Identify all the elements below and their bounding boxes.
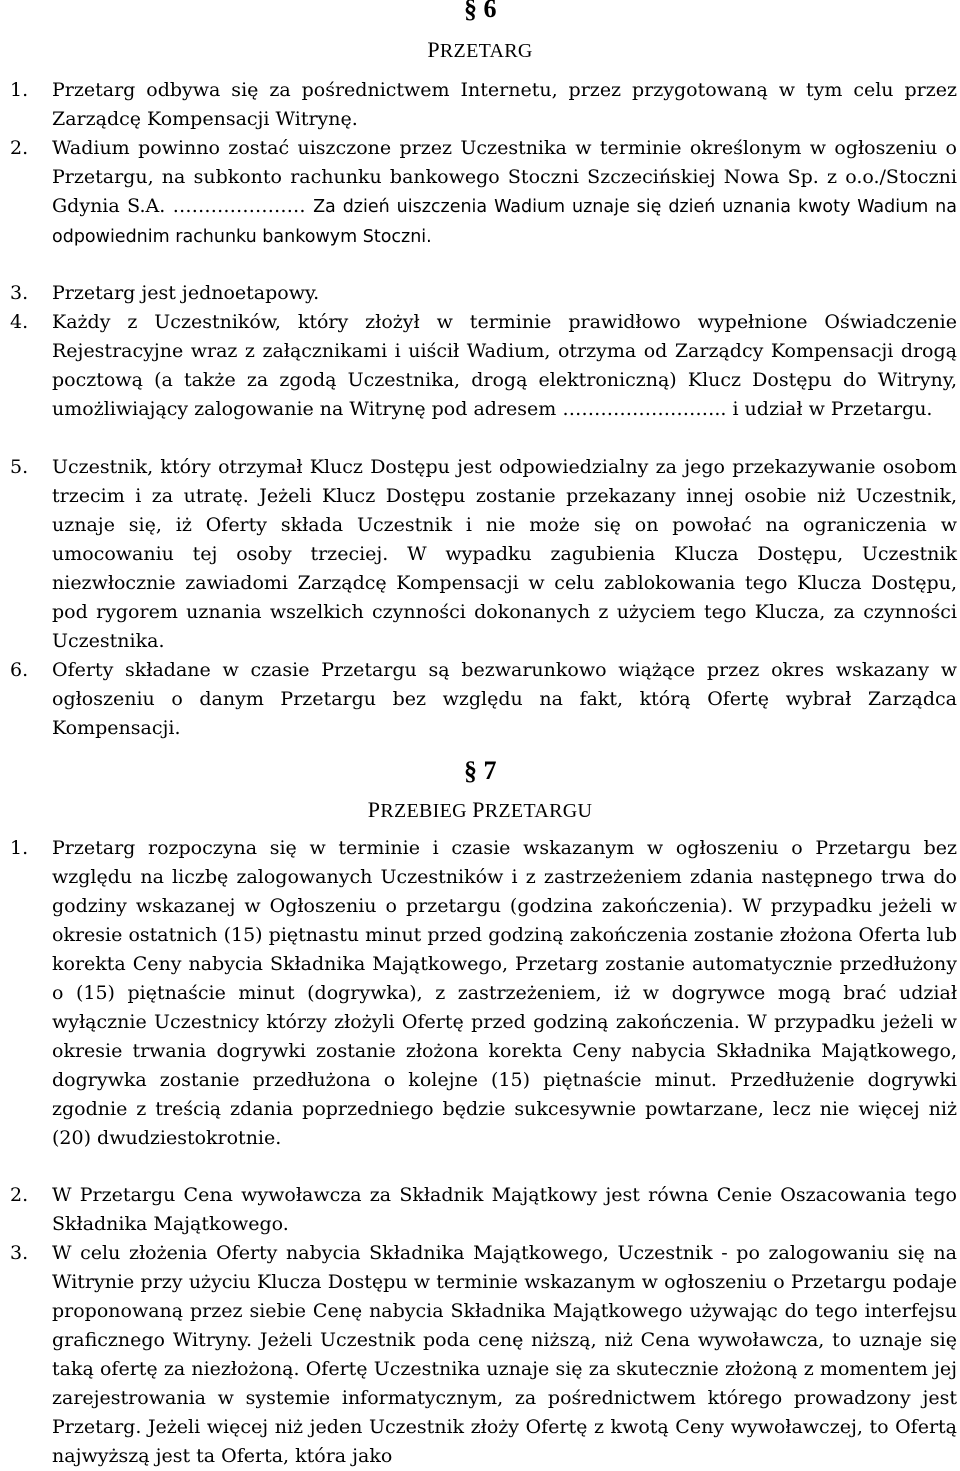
section-6-item-2 bbox=[0, 134, 957, 252]
item-number: 6. bbox=[10, 659, 29, 681]
item-text: Wadium powinno zostać uiszczone przez Uczestnika w terminie określonym w ogłoszeniu o Przetargu, na subkonto rachunku bankowego Stoczni Szczecińskiej Nowa Sp. z o.o./Stoczni Gdynia S.A. ………………… Za dzień uiszczenia Wadium uznaje się dzień uznania kwoty Wadium na odpowiednim rachunku bankowym Stoczni. bbox=[52, 137, 957, 247]
item-number: 3. bbox=[10, 1242, 29, 1264]
section-7-item-1 bbox=[0, 834, 957, 1153]
item-text: Przetarg rozpoczyna się w terminie i czasie wskazanym w ogłoszeniu o Przetargu bez względu na liczbę zalogowanych Uczestników i z zastrzeżeniem zdania następnego trwa do godziny wskazanej w Ogłoszeniu o przetargu (godzina zakończenia). W przypadku jeżeli w okresie ostatnich (15) piętnastu minut przed godziną zakończenia zostanie złożona Oferta lub korekta Ceny nabycia Składnika Majątkowego, Przetarg zostanie automatycznie przedłużony o (15) piętnaście minut (dogrywka), z zastrzeżeniem, iż w dogrywce mogą brać udział wyłącznie Uczestnicy którzy złożyli Ofertę przed godziną zakończenia. W przypadku jeżeli w okresie trwania dogrywki zostanie złożona korekta Ceny nabycia Składnika Majątkowego, dogrywka zostanie przedłużona o kolejne (15) piętnaście minut. Przedłużenie dogrywki zgodnie z treścią zdania poprzedniego będzie sukcesywnie powtarzane, lecz nie więcej niż (20) dwudziestokrotnie. bbox=[52, 837, 957, 1149]
item-text: Każdy z Uczestników, który złożył w terminie prawidłowo wypełnione Oświadczenie Rejestracyjne wraz z załącznikami i uiścił Wadium, otrzyma od Zarządcy Kompensacji drogą pocztową (a także za zgodą Uczestnika, drogą elektroniczną) Klucz Dostępu do Witryny, umożliwiający zalogowanie na Witrynę pod adresem …………………….. i udział w Przetargu. bbox=[52, 311, 957, 420]
item-text: Uczestnik, który otrzymał Klucz Dostępu jest odpowiedzialny za jego przekazywanie osobom trzecim i za utratę. Jeżeli Klucz Dostępu zostanie przekazany innej osobie niż Uczestnik, uznaje się, iż Oferty składa Uczestnik i nie może się on powołać na ograniczenia w umocowaniu tej osoby trzeciej. W wypadku zagubienia Klucza Dostępu, Uczestnik niezwłocznie zawiadomi Zarządcę Kompensacji w celu zablokowania tego Klucza Dostępu, pod rygorem uznania wszelkich czynności dokonanych z użyciem tego Klucza, za czynności Uczestnika. bbox=[52, 456, 957, 652]
item-number: 1. bbox=[10, 837, 29, 859]
item-text: Przetarg jest jednoetapowy. bbox=[52, 282, 320, 304]
section-6-item-4 bbox=[0, 308, 957, 424]
section-6-item-3 bbox=[0, 279, 957, 308]
item-text: W celu złożenia Oferty nabycia Składnika Majątkowego, Uczestnik - po zalogowaniu się na Witrynie przy użyciu Klucza Dostępu w terminie wskazanym w ogłoszeniu o Przetargu podaje proponowaną przez siebie Cenę nabycia Składnika Majątkowego używając do tego interfejsu graficznego Witryny. Jeżeli Uczestnik poda cenę niższą, niż Cena wywoławcza, to uznaje się taką ofertę za niezłożoną. Ofertę Uczestnika uznaje się za skutecznie złożoną z momentem jej zarejestrowania w systemie informatycznym, za pośrednictwem którego prowadzony jest Przetarg. Jeżeli więcej niż jeden Uczestnik złoży Ofertę z kwotą Ceny wywoławczej, to Ofertą najwyższą jest ta Oferta, która jako bbox=[52, 1242, 957, 1467]
section-6-title: PRZETARG bbox=[427, 37, 533, 62]
item-number: 4. bbox=[10, 311, 29, 333]
item-text: Przetarg odbywa się za pośrednictwem Internetu, przez przygotowaną w tym celu przez Zarządcę Kompensacji Witrynę. bbox=[52, 79, 957, 130]
item-number: 2. bbox=[10, 1184, 29, 1206]
item-number: 2. bbox=[10, 137, 29, 159]
item-number: 3. bbox=[10, 282, 29, 304]
section-6-mark: § 6 bbox=[464, 0, 497, 23]
section-6-item-6 bbox=[0, 656, 957, 743]
item-text: W Przetargu Cena wywoławcza za Składnik Majątkowy jest równa Cenie Oszacowania tego Składnika Majątkowego. bbox=[52, 1184, 957, 1235]
section-7-title: PRZEBIEG PRZETARGU bbox=[367, 797, 593, 822]
item-number: 1. bbox=[10, 79, 29, 101]
section-7-item-2 bbox=[0, 1181, 957, 1239]
section-7-item-3 bbox=[0, 1239, 957, 1471]
item-text: Oferty składane w czasie Przetargu są bezwarunkowo wiążące przez okres wskazany w ogłoszeniu o danym Przetargu bez względu na fakt, którą Ofertę wybrał Zarządca Kompensacji. bbox=[52, 659, 957, 739]
item-number: 5. bbox=[10, 456, 29, 478]
section-6-item-5 bbox=[0, 453, 957, 656]
section-7-mark: § 7 bbox=[464, 756, 497, 785]
section-6-item-1 bbox=[0, 76, 957, 134]
